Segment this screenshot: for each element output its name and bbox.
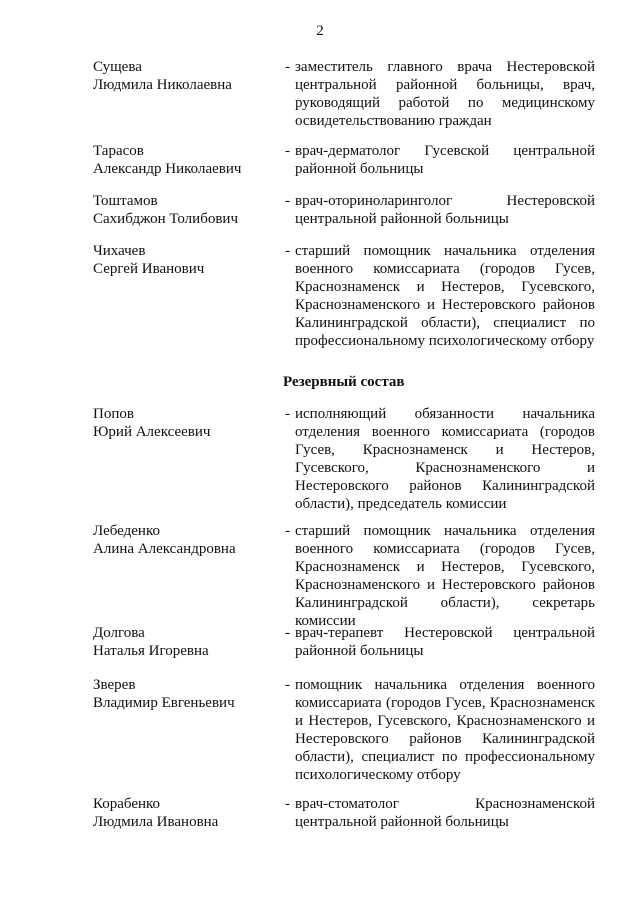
member-role-text: врач-терапевт Нестеровской центральной районной больницы	[295, 625, 595, 659]
member-given-names: Александр Николаевич	[93, 161, 242, 177]
member-name	[93, 522, 283, 558]
member-given-names: Наталья Игоревна	[93, 643, 209, 659]
member-name	[93, 142, 283, 178]
member-surname: Попов	[93, 406, 134, 422]
member-role-text: врач-дерматолог Гусевской центральной районной больницы	[295, 143, 595, 177]
member-role	[285, 242, 595, 350]
member-role-text: заместитель главного врача Нестеровской центральной районной больницы, врач, руководящий работой по медицинскому освидетельствованию граждан	[295, 59, 595, 129]
member-surname: Чихачев	[93, 243, 146, 259]
member-role	[285, 795, 595, 831]
dash-separator: -	[285, 243, 290, 259]
dash-separator: -	[285, 406, 290, 422]
member-role-text: старший помощник начальника отделения военного комиссариата (городов Гусев, Краснознаменск и Нестеров, Гусевского, Краснознаменского и Нестеровского районов Калининградской области), специалист по профессиональному психологическому отбору	[295, 243, 595, 349]
member-role-text: врач-оториноларинголог Нестеровской центральной районной больницы	[295, 193, 595, 227]
member-role	[285, 405, 595, 513]
page-number: 2	[316, 23, 324, 39]
member-role	[285, 624, 595, 660]
member-role	[285, 522, 595, 630]
member-role-text: врач-стоматолог Краснознаменской центральной районной больницы	[295, 796, 595, 830]
member-given-names: Сахибджон Толибович	[93, 211, 238, 227]
member-given-names: Юрий Алексеевич	[93, 424, 211, 440]
member-surname: Тоштамов	[93, 193, 158, 209]
member-role-text: старший помощник начальника отделения военного комиссариата (городов Гусев, Краснознаменск и Нестеров, Гусевского, Краснознаменского и Нестеровского районов Калининградской области), секретарь комиссии	[295, 523, 595, 629]
member-name	[93, 58, 283, 94]
dash-separator: -	[285, 143, 290, 159]
member-surname: Тарасов	[93, 143, 144, 159]
member-role-text: исполняющий обязанности начальника отделения военного комиссариата (городов Гусев, Краснознаменск и Нестеров, Гусевского, Краснознаменского и Нестеровского районов Калининградской области), председатель комиссии	[295, 406, 595, 512]
dash-separator: -	[285, 677, 290, 693]
member-role	[285, 58, 595, 130]
dash-separator: -	[285, 523, 290, 539]
member-name	[93, 405, 283, 441]
member-given-names: Людмила Николаевна	[93, 77, 232, 93]
dash-separator: -	[285, 59, 290, 75]
member-name	[93, 676, 283, 712]
member-role	[285, 142, 595, 178]
member-name	[93, 624, 283, 660]
member-given-names: Владимир Евгеньевич	[93, 695, 235, 711]
dash-separator: -	[285, 625, 290, 641]
member-role	[285, 676, 595, 784]
dash-separator: -	[285, 193, 290, 209]
member-surname: Сущева	[93, 59, 142, 75]
reserve-section-heading: Резервный состав	[283, 374, 405, 390]
member-surname: Лебеденко	[93, 523, 160, 539]
member-given-names: Сергей Иванович	[93, 261, 205, 277]
member-given-names: Людмила Ивановна	[93, 814, 219, 830]
member-role	[285, 192, 595, 228]
member-name	[93, 795, 283, 831]
member-given-names: Алина Александровна	[93, 541, 236, 557]
member-surname: Долгова	[93, 625, 145, 641]
member-role-text: помощник начальника отделения военного комиссариата (городов Гусев, Краснознаменск и Нестеров, Гусевского, Краснознаменского и Нестеровского районов Калининградской области), специалист по профессиональному психологическому отбору	[295, 677, 595, 783]
member-surname: Зверев	[93, 677, 136, 693]
member-surname: Корабенко	[93, 796, 161, 812]
dash-separator: -	[285, 796, 290, 812]
member-name	[93, 192, 283, 228]
member-name	[93, 242, 283, 278]
